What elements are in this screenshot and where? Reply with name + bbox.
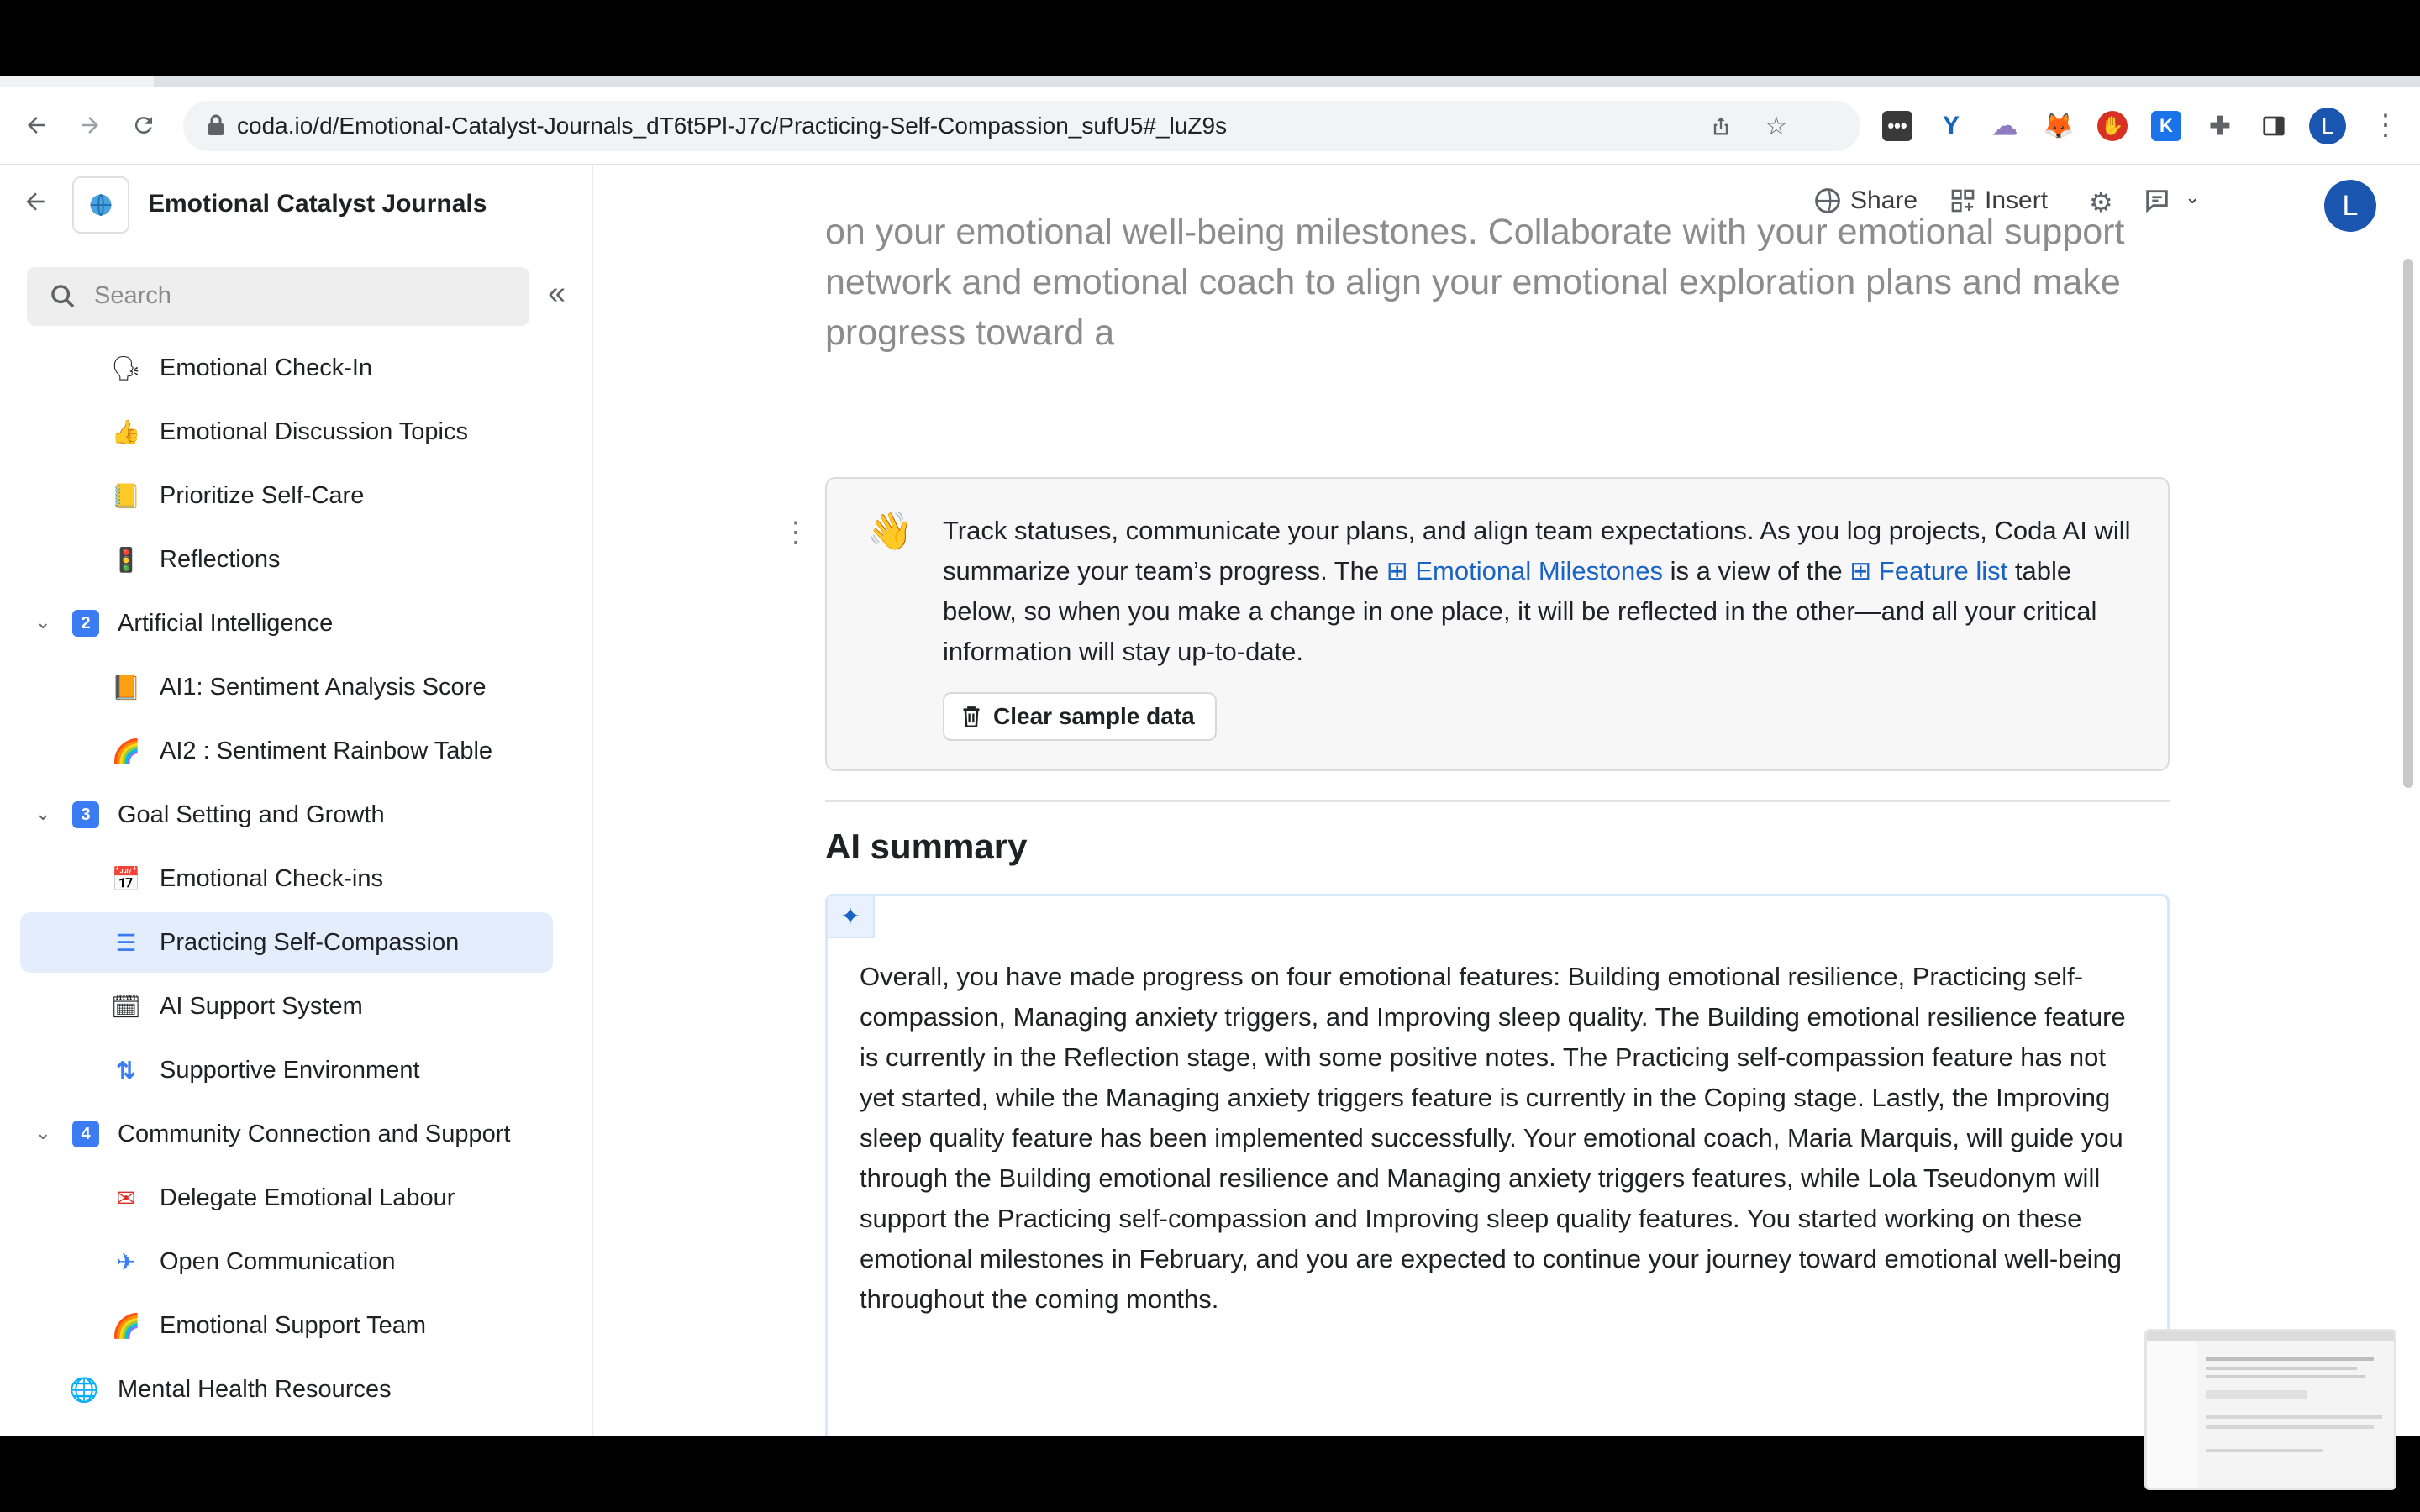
settings-gear-icon[interactable]: ⚙ (2089, 187, 2113, 218)
bookmark-star-icon[interactable]: ☆ (1765, 112, 1788, 140)
sidebar-item-label: Emotional Discussion Topics (160, 418, 468, 445)
browser-tab[interactable] (0, 76, 154, 87)
sidebar-item-label: Open Communication (160, 1248, 396, 1275)
search-placeholder: Search (94, 282, 171, 309)
emotional-milestones-link[interactable] (1386, 556, 1663, 585)
sidebar-item-label: AI Support System (160, 993, 363, 1020)
browser-menu-icon[interactable]: ⋮ (2371, 109, 2400, 141)
sidebar-item-emotional-support-team[interactable] (20, 1295, 553, 1356)
speaking-head-icon: 🗣 (111, 354, 141, 381)
sidebar-item-mental-health-resources[interactable] (20, 1359, 553, 1420)
gmail-icon: ✉ (116, 1184, 136, 1211)
ai-summary-text: Overall, you have made progress on four emotional features: Building emotional resilience, Practicing self-compassion, Managing anxiety triggers, and Improving sleep quality. The Building emotional resilience feature is currently in the Reflection stage, with some positive notes. The Practicing self-compassion feature has not yet started, while the Managing anxiety triggers feature is currently in the Coping stage. Lastly, the Improving sleep quality feature has been implemented successfully. Your emotional coach, Maria Marquis, will guide you through the Building emotional resilience and Managing anxiety triggers features, while Lola Tseudonym will support the Practicing self-compassion and Improving sleep quality features. You started working on these emotional milestones in February, and you are expected to continue your journey toward emotional well-being throughout the coming months. (860, 962, 2126, 1314)
callout-text (943, 511, 2136, 672)
back-arrow-icon[interactable] (22, 188, 49, 223)
link-label: Feature list (1878, 556, 2008, 585)
sidebar-section-goal-setting-and-growth[interactable] (20, 785, 553, 845)
calendar-grid-icon: 🗓 (111, 993, 141, 1020)
dots-extension-icon[interactable]: ••• (1882, 111, 1912, 141)
callout-block (825, 477, 2170, 771)
chevron-down-icon[interactable]: ⌄ (35, 1122, 51, 1143)
profile-avatar[interactable]: L (2309, 108, 2346, 144)
sidebar-header (0, 165, 593, 245)
puzzle-icon[interactable]: ✚ (2205, 111, 2235, 141)
browser-toolbar (0, 87, 2420, 165)
scrollbar[interactable] (2403, 259, 2413, 788)
address-bar[interactable] (183, 101, 1860, 151)
url-text: coda.io/d/Emotional-Catalyst-Journals_dT6t5Pl-J7c/Practicing-Self-Compassion_sufU5#_luZ9s (237, 113, 1228, 139)
sidebar-item-label: Artificial Intelligence (118, 610, 334, 637)
back-arrow-icon[interactable] (17, 106, 55, 144)
tab-strip (0, 76, 2420, 87)
waving-hand-icon: 👋 (867, 511, 913, 552)
stop-extension-icon[interactable]: ✋ (2097, 111, 2128, 141)
sidebar-item-label: Supportive Environment (160, 1057, 420, 1084)
sidebar-section-community-connection-and-support[interactable] (20, 1104, 553, 1164)
rainbow-icon: 🌈 (111, 738, 141, 764)
cloud-extension-icon[interactable]: ☁ (1990, 111, 2020, 141)
sidebar-item-practicing-self-compassion[interactable] (20, 912, 553, 973)
sidebar-item-label: Reflections (160, 546, 281, 573)
forward-arrow-icon[interactable] (71, 106, 109, 144)
sidebar-item-label: Community Connection and Support (118, 1121, 511, 1147)
sidebar-item-label: Emotional Support Team (160, 1312, 427, 1339)
feature-list-link[interactable] (1849, 556, 2007, 585)
sidebar-item-label: Mental Health Resources (118, 1376, 392, 1403)
search-input[interactable] (27, 267, 529, 326)
main-canvas (595, 165, 2420, 1436)
sidebar-section-artificial-intelligence[interactable] (20, 593, 553, 654)
notebook-icon: 📒 (111, 482, 141, 509)
sidebar (0, 165, 593, 1436)
block-menu-icon[interactable]: ⋮ (781, 517, 810, 549)
share-label: Share (1850, 186, 1918, 214)
coda-app (0, 165, 2420, 1436)
search-icon (49, 282, 77, 311)
sidebar-item-ai-support-system[interactable] (20, 976, 553, 1037)
sidebar-item-reflections[interactable] (20, 529, 553, 590)
sidebar-item-label: Prioritize Self-Care (160, 482, 365, 509)
k-extension-icon[interactable]: K (2151, 111, 2181, 141)
sidepanel-icon[interactable] (2259, 111, 2289, 141)
sidebar-item-label: AI1: Sentiment Analysis Score (160, 674, 487, 701)
user-avatar[interactable]: L (2324, 180, 2376, 232)
callout-text-part: is a view of the (1663, 556, 1850, 585)
y-extension-icon[interactable]: Y (1936, 111, 1966, 141)
insert-label: Insert (1985, 186, 2049, 214)
ai-summary-heading: AI summary (825, 827, 1028, 866)
screenshot-thumbnail[interactable] (2144, 1329, 2396, 1490)
callout-text-part: Track statuses, communicate your plans, and align team expectations. As you log projects, Coda AI will summarize your team’s progress. The (943, 516, 2131, 585)
section-divider (825, 800, 2170, 802)
rainbow-icon: 🌈 (111, 1312, 141, 1339)
reload-icon[interactable] (124, 106, 163, 144)
intro-text-faded: on your emotional well-being milestones. Collaborate with your emotional support network and emotional coach to align your emotional exploration plans and make progress toward a (825, 212, 2125, 353)
sidebar-item-supportive-environment[interactable] (20, 1040, 553, 1100)
ai-sparkle-icon[interactable]: ✦ (828, 896, 875, 938)
thumbs-up-icon: 👍 (111, 418, 141, 445)
clear-sample-data-button[interactable] (943, 692, 1217, 741)
globe-icon: 🌐 (69, 1376, 99, 1403)
sidebar-item-prioritize-self-care[interactable] (20, 465, 553, 526)
sort-arrows-icon: ⇅ (116, 1057, 136, 1084)
sidebar-item-emotional-check-ins[interactable] (20, 848, 553, 909)
chevron-down-icon[interactable]: ⌄ (35, 803, 51, 824)
sidebar-item-open-communication[interactable] (20, 1231, 553, 1292)
section-number-badge: 2 (72, 610, 99, 637)
trash-icon (961, 706, 981, 727)
sidebar-item-delegate-emotional-labour[interactable] (20, 1168, 553, 1228)
collapse-sidebar-icon[interactable]: « (548, 276, 566, 311)
chevron-down-icon[interactable]: ⌄ (35, 612, 51, 633)
paper-plane-icon: ✈ (116, 1248, 136, 1275)
sidebar-item-label: AI2 : Sentiment Rainbow Table (160, 738, 493, 764)
sidebar-item-label: Emotional Check-ins (160, 865, 383, 892)
sidebar-item-label: Emotional Check-In (160, 354, 373, 381)
section-number-badge: 4 (72, 1121, 99, 1147)
sidebar-item-emotional-discussion-topics[interactable] (20, 402, 553, 462)
doc-logo-icon[interactable] (72, 176, 129, 234)
screen-top-bar (0, 0, 2420, 76)
clear-sample-data-label: Clear sample data (993, 703, 1195, 729)
sidebar-item-label: Goal Setting and Growth (118, 801, 385, 828)
table-icon: ⊞ (1849, 556, 1879, 585)
doc-title[interactable]: Emotional Catalyst Journals (148, 190, 487, 218)
sidebar-item-ai1-sentiment-analysis-score[interactable] (20, 657, 553, 717)
traffic-light-icon: 🚦 (111, 546, 141, 573)
screen-bottom-bar (0, 1436, 2420, 1512)
chevron-down-icon[interactable]: ⌄ (2185, 186, 2201, 207)
lock-icon (207, 114, 225, 136)
callout-text-part: table below, so when you make a change in one place, it will be reflected in the other—and all your critical information will stay up-to-date. (943, 556, 2097, 666)
table-icon: ⊞ (1386, 556, 1416, 585)
ai-summary-block[interactable] (825, 894, 2170, 1436)
sidebar-item-ai2-sentiment-rainbow-table[interactable] (20, 721, 553, 781)
timeline-icon: ☰ (115, 929, 137, 956)
share-page-icon[interactable] (1707, 113, 1734, 139)
sidebar-item-emotional-check-in[interactable] (20, 338, 553, 398)
document-icon: 📙 (111, 674, 141, 701)
thumbnail-preview-image (2147, 1331, 2396, 1490)
section-number-badge: 3 (72, 801, 99, 828)
link-label: Emotional Milestones (1415, 556, 1664, 585)
fox-extension-icon[interactable]: 🦊 (2043, 112, 2075, 140)
calendar-icon: 📅 (111, 865, 141, 892)
sidebar-item-label: Practicing Self-Compassion (160, 929, 460, 956)
sidebar-item-label: Delegate Emotional Labour (160, 1184, 455, 1211)
